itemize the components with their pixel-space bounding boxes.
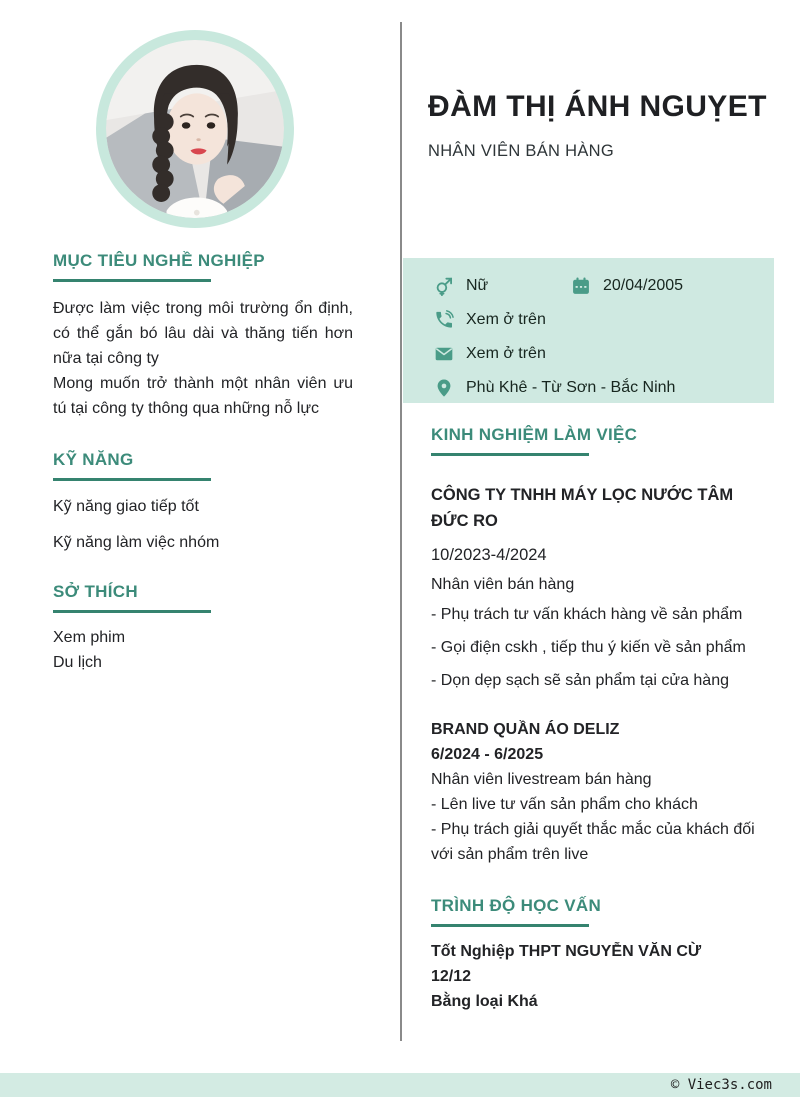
dob-value: 20/04/2005 — [603, 277, 684, 294]
list-item: Du lịch — [53, 654, 102, 671]
objective-underline — [53, 279, 211, 282]
dob-field — [571, 276, 683, 296]
skills-list — [53, 497, 353, 553]
info-row-gender-dob — [434, 269, 774, 303]
profile-photo — [96, 30, 294, 228]
experience-underline — [431, 453, 589, 456]
hobbies-underline — [53, 610, 211, 613]
experience-section — [431, 424, 761, 867]
education-line: 12/12 — [431, 968, 472, 985]
experience-heading: KINH NGHIỆM LÀM VIỆC — [431, 425, 638, 444]
job-period: 10/2023-4/2024 — [431, 546, 547, 564]
objective-text — [53, 296, 353, 421]
hobbies-heading: SỞ THÍCH — [53, 582, 138, 601]
job-bullets — [431, 602, 761, 693]
education-line: Bằng loại Khá — [431, 993, 538, 1010]
right-column — [431, 424, 761, 1014]
job-bullet: - Dọn dẹp sạch sẽ sản phẩm tại cửa hàng — [431, 672, 729, 689]
gender-field — [434, 276, 571, 296]
education-underline — [431, 924, 589, 927]
education-line: Tốt Nghiệp THPT NGUYỄN VĂN CỪ — [431, 943, 702, 960]
contact-info-box — [403, 258, 774, 403]
column-divider — [400, 22, 402, 1041]
company-name: CÔNG TY TNHH MÁY LỌC NƯỚC TÂM ĐỨC RO — [431, 486, 734, 530]
calendar-icon — [571, 276, 591, 296]
mail-icon — [434, 344, 454, 364]
list-item: Kỹ năng làm việc nhóm — [53, 534, 220, 551]
list-item: Xem phim — [53, 629, 126, 646]
info-row-address — [434, 371, 774, 405]
hobbies-list — [53, 625, 353, 675]
objective-heading: MỤC TIÊU NGHỀ NGHIỆP — [53, 251, 265, 270]
gender-value: Nữ — [466, 277, 489, 294]
education-details — [431, 939, 761, 1014]
objective-section — [53, 250, 353, 421]
info-row-email — [434, 337, 774, 371]
left-column — [53, 250, 353, 675]
phone-icon — [434, 310, 454, 330]
job-role: Nhân viên bán hàng — [431, 576, 575, 593]
job-bullet: - Lên live tư vấn sản phẩm cho khách — [431, 796, 698, 813]
job-entry — [431, 482, 761, 693]
objective-paragraph: Được làm việc trong môi trường ổn định, có thể gắn bó lâu dài và thăng tiến hơn nữa tại công ty — [53, 300, 353, 367]
skills-section — [53, 449, 353, 553]
job-period: 6/2024 - 6/2025 — [431, 746, 544, 763]
email-value: Xem ở trên — [466, 345, 546, 362]
hobbies-section — [53, 581, 353, 675]
footer-copyright: © Viec3s.com — [670, 1077, 772, 1093]
gender-icon — [434, 276, 454, 296]
job-role: Nhân viên livestream bán hàng — [431, 771, 652, 788]
job-entry — [431, 717, 761, 867]
job-bullet: - Gọi điện cskh , tiếp thu ý kiến về sản phẩm — [431, 639, 746, 656]
list-item: Kỹ năng giao tiếp tốt — [53, 498, 199, 515]
skills-heading: KỸ NĂNG — [53, 450, 134, 469]
info-row-phone — [434, 303, 774, 337]
job-bullet: - Phụ trách giải quyết thắc mắc của khách đối với sản phẩm trên live — [431, 821, 755, 863]
skills-underline — [53, 478, 211, 481]
phone-value: Xem ở trên — [466, 311, 546, 328]
candidate-job-title: NHÂN VIÊN BÁN HÀNG — [428, 142, 615, 160]
education-heading: TRÌNH ĐỘ HỌC VẤN — [431, 896, 602, 915]
footer-bar — [0, 1073, 800, 1097]
profile-photo-illustration — [106, 40, 284, 218]
location-pin-icon — [434, 378, 454, 398]
objective-paragraph: Mong muốn trở thành một nhân viên ưu tú tại công ty thông qua những nỗ lực — [53, 375, 353, 417]
address-value: Phù Khê - Từ Sơn - Bắc Ninh — [466, 379, 676, 396]
job-bullet: - Phụ trách tư vấn khách hàng về sản phẩm — [431, 606, 743, 623]
company-name: BRAND QUẦN ÁO DELIZ — [431, 721, 620, 738]
education-section — [431, 895, 761, 1014]
candidate-name: ĐÀM THỊ ÁNH NGUỴET — [428, 90, 767, 123]
